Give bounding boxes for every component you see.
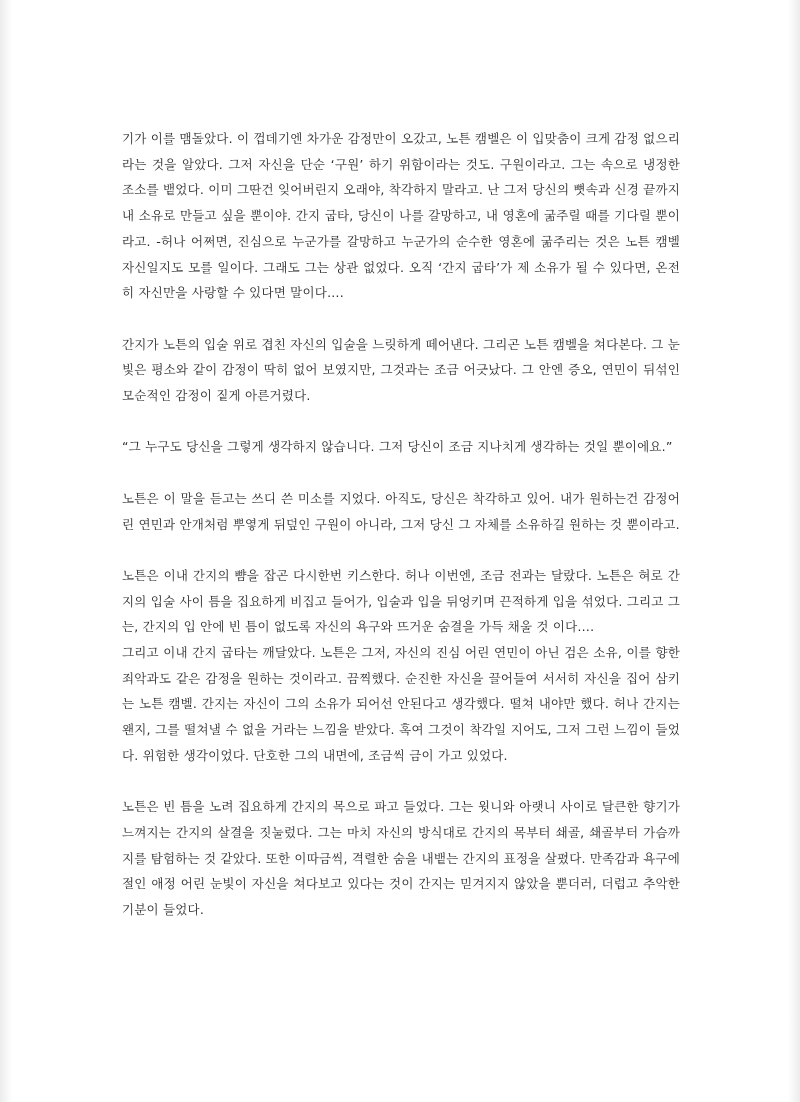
- paragraph-1: 기가 이를 맴돌았다. 이 껍데기엔 차가운 감정만이 오갔고, 노튼 캠벨은 이 입맞춤이 크게 감정 없으리라는 것을 알았다. 그저 자신을 단순 ‘구원’ 하기 위함이라는 것도. 구원이라고. 그는 속으로 냉정한 조소를 뱉었다. 이미 그딴건 잊어버린지 오래야, 착각하지 말라고. 난 그저 당신의 뼛속과 신경 끝까지 내 소유로 만들고 싶을 뿐이야. 간지 굽타, 당신이 나를 갈망하고, 내 영혼에 굶주릴 때를 기다릴 뿐이라고. -허나 어쩌면, 진심으로 누군가를 갈망하고 누군가의 순수한 영혼에 굶주리는 것은 노튼 캠벨 자신일지도 모를 일이다. 그래도 그는 상관 없었다. 오직 ‘간지 굽타’가 제 소유가 될 수 있다면, 온전히 자신만을 사랑할 수 있다면 말이다….: [122, 131, 680, 301]
- page-right-edge-shadow: [788, 0, 800, 1102]
- paragraph-5: 노튼은 이내 간지의 뺨을 잡곤 다시한번 키스한다. 허나 이번엔, 조금 전과는 달랐다. 노튼은 혀로 간지의 입술 사이 틈을 집요하게 비집고 들어가, 입술과 입을 뒤엉키며 끈적하게 입을 섞었다. 그리고 그는, 간지의 입 안에 빈 틈이 없도록 자신의 욕구와 뜨거운 숨결을 가득 채울 것 이다….: [122, 567, 680, 635]
- paragraph-6: 그리고 이내 간지 굽타는 깨달았다. 노튼은 그저, 자신의 진심 어린 연민이 아닌 검은 소유, 이를 향한 죄악과도 같은 감정을 원하는 것이라고. 끔찍했다. 순진한 자신을 끌어들여 서서히 자신을 집어 삼키는 노튼 캠벨. 간지는 자신이 그의 소유가 되어선 안된다고 생각했다. 떨쳐 내야만 했다. 허나 간지는 왠지, 그를 떨쳐낼 수 없을 거라는 느낌을 받았다. 혹여 그것이 착각일 지어도, 그저 그런 느낌이 들었다. 위험한 생각이었다. 단호한 그의 내면에, 조금씩 금이 가고 있었다.: [122, 645, 680, 763]
- document-body: [122, 126, 680, 948]
- paragraph-2: 간지가 노튼의 입술 위로 겹친 자신의 입술을 느릿하게 떼어낸다. 그리곤 노튼 캠벨을 쳐다본다. 그 눈빛은 평소와 같이 감정이 딱히 없어 보였지만, 그것과는 조금 어긋났다. 그 안엔 증오, 연민이 뒤섞인 모순적인 감정이 짙게 아른거렸다.: [122, 336, 680, 404]
- paragraph-7: 노튼은 빈 틈을 노려 집요하게 간지의 목으로 파고 들었다. 그는 윗니와 아랫니 사이로 달큰한 향기가 느껴지는 간지의 살결을 짓눌렀다. 그는 마치 자신의 방식대로 간지의 목부터 쇄골, 쇄골부터 가슴까지를 탐험하는 것 같았다. 또한 이따금씩, 격렬한 숨을 내뱉는 간지의 표정을 살폈다. 만족감과 욕구에 절인 애정 어린 눈빛이 자신을 쳐다보고 있다는 것이 간지는 믿겨지지 않았을 뿐더러, 더럽고 추악한 기분이 들었다.: [122, 799, 680, 918]
- paragraph-4: 노튼은 이 말을 듣고는 쓰디 쓴 미소를 지었다. 아직도, 당신은 착각하고 있어. 내가 원하는건 감정어린 연민과 안개처럼 뿌옇게 뒤덮인 구원이 아니라, 그저 당신 그 자체를 소유하길 원하는 것 뿐이라고.: [122, 490, 680, 532]
- page-left-edge-shadow: [0, 0, 12, 1102]
- paragraph-3-quote: “그 누구도 당신을 그렇게 생각하지 않습니다. 그저 당신이 조금 지나치게 생각하는 것일 뿐이에요.”: [122, 439, 673, 455]
